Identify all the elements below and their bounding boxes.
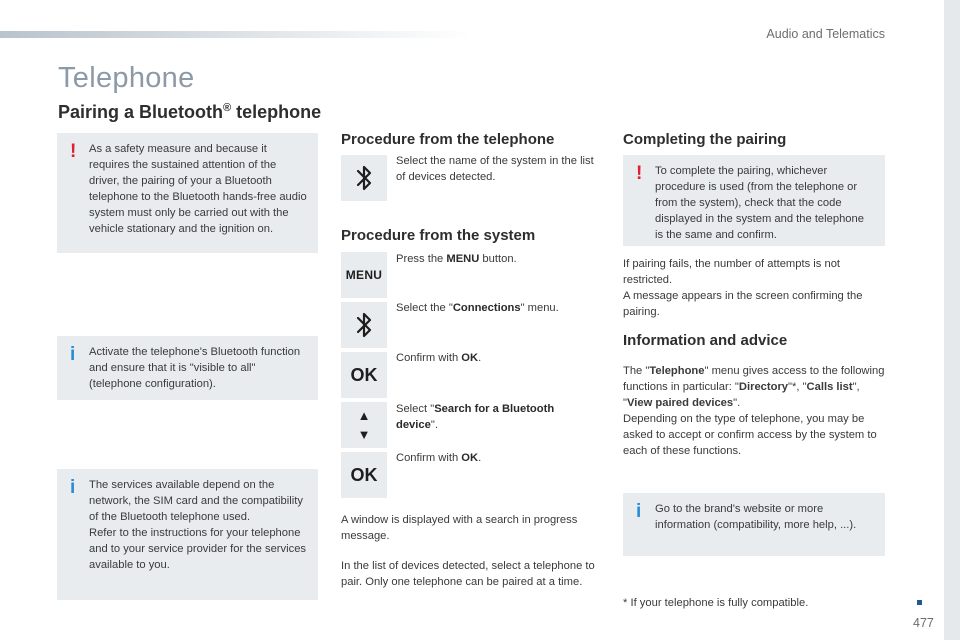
step-keyword: MENU xyxy=(446,253,480,265)
text: Depending on the type of telephone, you may be asked to accept or confirm access by the system to each of these functions. xyxy=(623,413,877,457)
footnote: * If your telephone is fully compatible. xyxy=(623,597,809,609)
ok-key xyxy=(341,452,387,498)
step-text: Select the " xyxy=(396,302,453,314)
text: " menu gives access to the following functions in particular: " xyxy=(623,365,885,393)
step-select-connections xyxy=(396,300,601,316)
warning-icon: ! xyxy=(636,163,643,184)
info-icon: i xyxy=(70,344,76,365)
up-arrow-icon: ▲ xyxy=(357,408,371,423)
bluetooth-visibility-info-note xyxy=(57,336,318,400)
step-text: " menu. xyxy=(520,302,559,314)
keyword: Calls list xyxy=(806,381,853,393)
step-confirm-ok-1 xyxy=(396,350,601,366)
step-text: button. xyxy=(479,253,517,265)
step-text: Confirm with xyxy=(396,452,462,464)
telephone-menu-text xyxy=(623,363,885,459)
text: ", " xyxy=(623,381,860,409)
step-text: Select " xyxy=(396,403,435,415)
note-text: As a safety measure and because it requires the sustained attention of the driver, the pairing of your a Bluetooth telephone to the Bluetooth hands-free audio system must only be carried out with the vehicle stationary and the ignition on. xyxy=(89,143,307,235)
step-text: Confirm with xyxy=(396,352,462,364)
step-search-bluetooth xyxy=(396,401,596,433)
info-icon: i xyxy=(70,477,76,498)
ok-key-label: OK xyxy=(350,464,378,485)
step-keyword: Connections xyxy=(452,302,521,314)
keyword: Directory xyxy=(738,381,789,393)
procedure-system-heading: Procedure from the system xyxy=(341,227,536,244)
procedure-phone-heading: Procedure from the telephone xyxy=(341,131,555,148)
subtitle-rest: telephone xyxy=(231,102,322,122)
bluetooth-icon xyxy=(351,162,377,194)
completing-warning-note xyxy=(623,155,885,246)
website-info-note xyxy=(623,493,885,556)
text: ". xyxy=(733,397,741,409)
step-keyword: OK xyxy=(461,452,479,464)
header-gradient-bar xyxy=(0,31,470,38)
bluetooth-icon xyxy=(351,309,377,341)
note-text: Go to the brand's website or more information (compatibility, more help, ...). xyxy=(655,503,857,531)
text: "*, " xyxy=(788,381,807,393)
step-text: Press the xyxy=(396,253,447,265)
ok-key-label: OK xyxy=(350,364,378,385)
down-arrow-icon: ▼ xyxy=(357,427,371,442)
text: The " xyxy=(623,365,650,377)
info-icon: i xyxy=(636,501,642,522)
section-header: Audio and Telematics xyxy=(766,27,885,41)
page-title: Telephone xyxy=(58,62,195,94)
info-advice-heading: Information and advice xyxy=(623,332,788,349)
arrow-keys xyxy=(341,402,387,448)
keyword: Telephone xyxy=(649,365,705,377)
page-edge-strip xyxy=(944,0,960,640)
step-press-menu xyxy=(396,251,601,267)
step-keyword: OK xyxy=(461,352,479,364)
procedure-phone-step: Select the name of the system in the list of devices detected. xyxy=(396,155,594,183)
step-keyword: Search for a Bluetooth device xyxy=(396,403,555,431)
bluetooth-key xyxy=(341,155,387,201)
page-number: 477 xyxy=(913,616,934,630)
subtitle-main: Pairing a Bluetooth xyxy=(58,102,224,122)
note-text: Activate the telephone's Bluetooth function and ensure that it is "visible to all" (telephone configuration). xyxy=(89,346,301,390)
note-text: The services available depend on the network, the SIM card and the compatibility of the Bluetooth telephone used. Refer to the instructions for your telephone and to your service provider for the services available to you. xyxy=(89,479,307,571)
safety-warning-note xyxy=(57,133,318,253)
step-text: . xyxy=(478,452,482,464)
section-subtitle xyxy=(58,102,321,123)
keyword: View paired devices xyxy=(626,397,734,409)
registered-mark: ® xyxy=(223,102,232,114)
step-confirm-ok-2 xyxy=(396,450,601,466)
menu-key-label: MENU xyxy=(345,268,383,282)
step-text: ". xyxy=(430,419,438,431)
completing-heading: Completing the pairing xyxy=(623,131,787,148)
page-marker xyxy=(917,600,922,605)
step-text: . xyxy=(478,352,482,364)
search-progress-text: A window is displayed with a search in progress message. xyxy=(341,514,578,542)
bluetooth-key xyxy=(341,302,387,348)
services-info-note xyxy=(57,469,318,600)
pairing-fail-text: If pairing fails, the number of attempts is not restricted. A message appears in the screen confirming the pairing. xyxy=(623,258,863,318)
note-text: To complete the pairing, whichever procedure is used (from the telephone or from the system), check that the code displayed in the system and the telephone is the same and confirm. xyxy=(655,165,864,241)
warning-icon: ! xyxy=(70,141,77,162)
select-device-text: In the list of devices detected, select a telephone to pair. Only one telephone can be paired at a time. xyxy=(341,560,595,588)
ok-key xyxy=(341,352,387,398)
menu-key xyxy=(341,252,387,298)
